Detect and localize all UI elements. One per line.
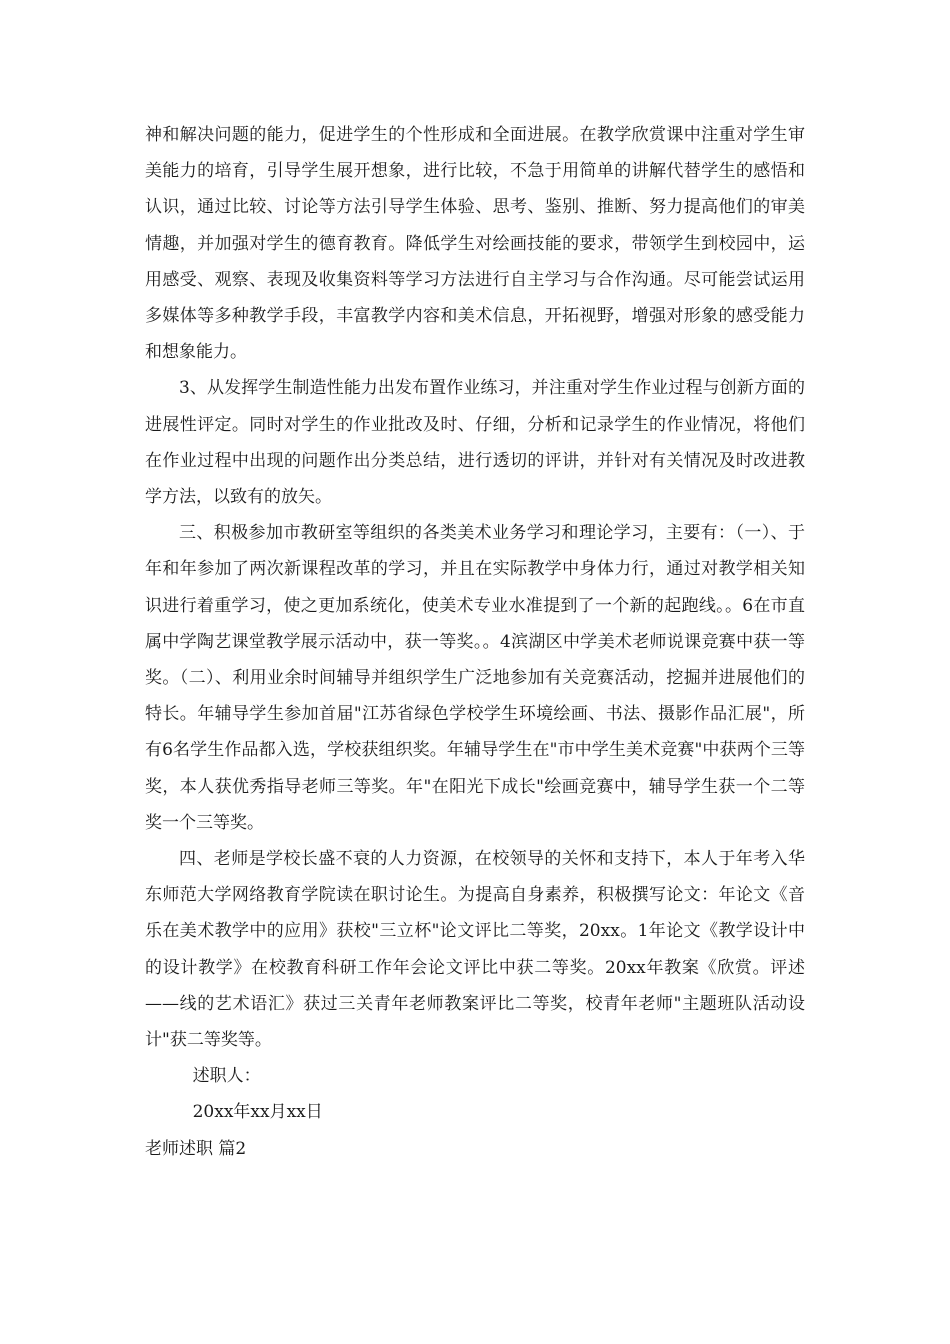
document-body [145,117,805,1167]
next-section-heading: 老师述职 篇2 [145,1138,247,1159]
paragraph-section-3: 三、积极参加市教研室等组织的各类美术业务学习和理论学习，主要有：（一）、于年和年参加了两次新课程改革的学习，并且在实际教学中身体力行，通过对教学相关知识进行着重学习，使之更加系统化，使美术专业水准提到了一个新的起跑线。。6在市直属中学陶艺课堂教学展示活动中，获一等奖。。4滨湖区中学美术老师说课竞赛中获一等奖。（二）、利用业余时间辅导并组织学生广泛地参加有关竞赛活动，挖掘并进展他们的特长。年辅导学生参加首届"江苏省绿色学校学生环境绘画、书法、摄影作品汇展"，所有6名学生作品都入选，学校获组织奖。年辅导学生在"市中学生美术竞赛"中获两个三等奖，本人获优秀指导老师三等奖。年"在阳光下成长"绘画竞赛中，辅导学生获一个二等奖一个三等奖。 [145,523,805,833]
paragraph-section-4: 四、老师是学校长盛不衰的人力资源，在校领导的关怀和支持下，本人于年考入华东师范大学网络教育学院读在职讨论生。为提高自身素养，积极撰写论文：年论文《音乐在美术教学中的应用》获校"三立杯"论文评比二等奖，20xx。1年论文《教学设计中的设计教学》在校教育科研工作年会论文评比中获二等奖。20xx年教案《欣赏。评述——线的艺术语汇》获过三关青年老师教案评比二等奖，校青年老师"主题班队活动设计"获二等奖等。 [145,849,805,1051]
paragraph-continuation: 神和解决问题的能力，促进学生的个性形成和全面进展。在教学欣赏课中注重对学生审美能力的培育，引导学生展开想象，进行比较，不急于用简单的讲解代替学生的感悟和认识，通过比较、讨论等方法引导学生体验、思考、鉴别、推断、努力提高他们的审美情趣，并加强对学生的德育教育。降低学生对绘画技能的要求，带领学生到校园中，运用感受、观察、表现及收集资料等学习方法进行自主学习与合作沟通。尽可能尝试运用多媒体等多种教学手段，丰富教学内容和美术信息，开拓视野，增强对形象的感受能力和想象能力。 [145,125,805,363]
signature-label: 述职人： [192,1066,261,1087]
signature-date: 20xx年xx月xx日 [192,1102,323,1123]
paragraph-item-3: 3、从发挥学生制造性能力出发布置作业练习，并注重对学生作业过程与创新方面的进展性评定。同时对学生的作业批改及时、仔细，分析和记录学生的作业情况，将他们在作业过程中出现的问题作出分类总结，进行透切的评讲，并针对有关情况及时改进教学方法，以致有的放矢。 [145,378,805,508]
